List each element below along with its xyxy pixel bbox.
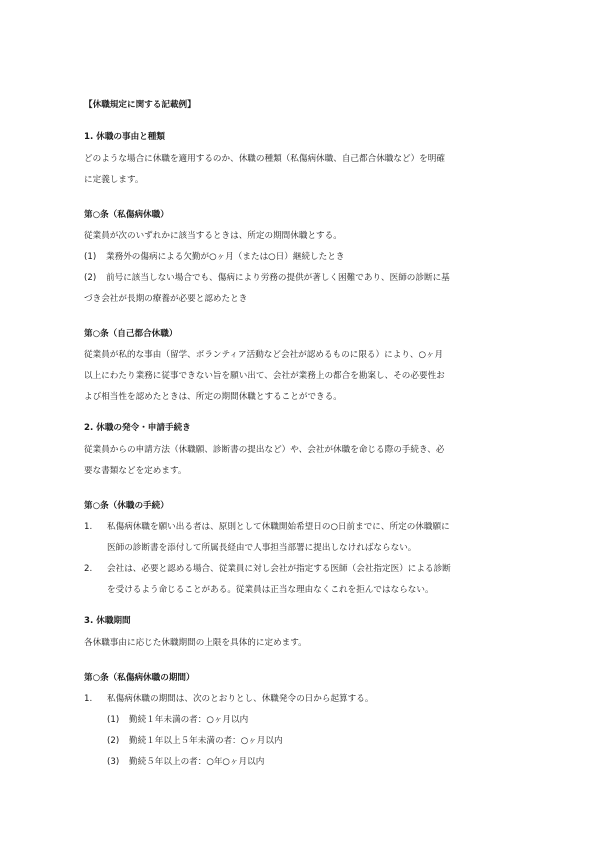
document-body bbox=[84, 99, 514, 773]
article-heading-leave-period: 第○条（私傷病休職の期間） bbox=[84, 673, 195, 683]
article-heading-personal-leave: 第○条（自己都合休職） bbox=[84, 329, 178, 339]
sub-list-item-number: (2) bbox=[107, 736, 120, 746]
section-heading-2: 2. 休職の発令・申請手続き bbox=[84, 423, 191, 433]
list-item-text: 業務外の傷病による欠勤が○ヶ月（または○日）継続したとき bbox=[106, 252, 345, 262]
sub-list-item-text: 勤続１年以上５年未満の者：○ヶ月以内 bbox=[129, 736, 283, 746]
list-item-text: 前号に該当しない場合でも、傷病により労務の提供が著しく困難であり、医師の診断に基 bbox=[106, 273, 450, 283]
list-item-text: 私傷病休職を願い出る者は、原則として休職開始希望日の○日前までに、所定の休職願に bbox=[107, 522, 450, 532]
list-item-text: 会社は、必要と認める場合、従業員に対し会社が指定する医師（会社指定医）による診断 bbox=[107, 564, 451, 574]
article-personal-leave-line: 以上にわたり業務に従事できない旨を願い出て、会社が業務上の都合を勘案し、その必要性お bbox=[84, 371, 445, 381]
list-item-number: (1) bbox=[84, 252, 97, 262]
list-item bbox=[84, 689, 514, 710]
sub-list-item bbox=[84, 752, 514, 773]
section-2-intro-line: 要な書類などを定めます。 bbox=[84, 466, 187, 476]
list-item-continuation: づき会社が長期の療養が必要と認めたとき bbox=[84, 294, 248, 304]
sub-list-item-text: 勤続１年未満の者：○ヶ月以内 bbox=[129, 715, 249, 725]
sub-list-item bbox=[84, 710, 514, 731]
list-item-number: 2. bbox=[84, 564, 93, 574]
sub-list-item-number: (1) bbox=[107, 715, 120, 725]
list-item bbox=[84, 517, 514, 559]
list-item-number: 1. bbox=[84, 694, 93, 704]
section-2-intro-line: 従業員からの申請方法（休職願、診断書の提出など）や、会社が休職を命じる際の手続き、必 bbox=[84, 445, 445, 455]
list-item-number: (2) bbox=[84, 273, 97, 283]
article-personal-leave-line: よび相当性を認めたときは、所定の期間休職とすることができる。 bbox=[84, 392, 342, 402]
section-heading-3: 3. 休職期間 bbox=[84, 616, 131, 626]
list-item-number: 1. bbox=[84, 522, 93, 532]
list-item-text: を受けるよう命じることがある。従業員は正当な理由なくこれを拒んではならない。 bbox=[107, 585, 434, 595]
section-2-intro bbox=[84, 440, 514, 482]
section-3-intro-line: 各休職事由に応じた休職期間の上限を具体的に定めます。 bbox=[84, 638, 307, 648]
list-item-text: 医師の診断書を添付して所属長経由で人事担当部署に提出しなければならない。 bbox=[107, 543, 417, 553]
sub-list-item bbox=[84, 731, 514, 752]
document-title: 【休職規定に関する記載例】 bbox=[84, 100, 196, 110]
article-heading-sick-leave: 第○条（私傷病休職） bbox=[84, 210, 169, 220]
sub-list-item-number: (3) bbox=[107, 757, 120, 767]
section-1-intro bbox=[84, 149, 514, 191]
list-item-text: 私傷病休職の期間は、次のとおりとし、休職発令の日から起算する。 bbox=[107, 694, 374, 704]
article-sick-leave-lead: 従業員が次のいずれかに該当するときは、所定の期間休職とする。 bbox=[84, 231, 342, 241]
article-personal-leave-line: 従業員が私的な事由（留学、ボランティア活動など会社が認めるものに限る）により、○ヶ月 bbox=[84, 350, 444, 360]
sub-list-item-text: 勤続５年以上の者：○年○ヶ月以内 bbox=[129, 757, 265, 767]
list-item bbox=[84, 268, 514, 289]
section-1-intro-line: に定義します。 bbox=[84, 175, 144, 185]
article-heading-procedure: 第○条（休職の手続） bbox=[84, 501, 169, 511]
list-item bbox=[84, 559, 514, 601]
section-1-intro-line: どのような場合に休職を適用するのか、休職の種類（私傷病休職、自己都合休職など）を明確 bbox=[84, 154, 445, 164]
section-heading-1: 1. 休職の事由と種類 bbox=[84, 132, 165, 142]
list-item bbox=[84, 247, 514, 268]
